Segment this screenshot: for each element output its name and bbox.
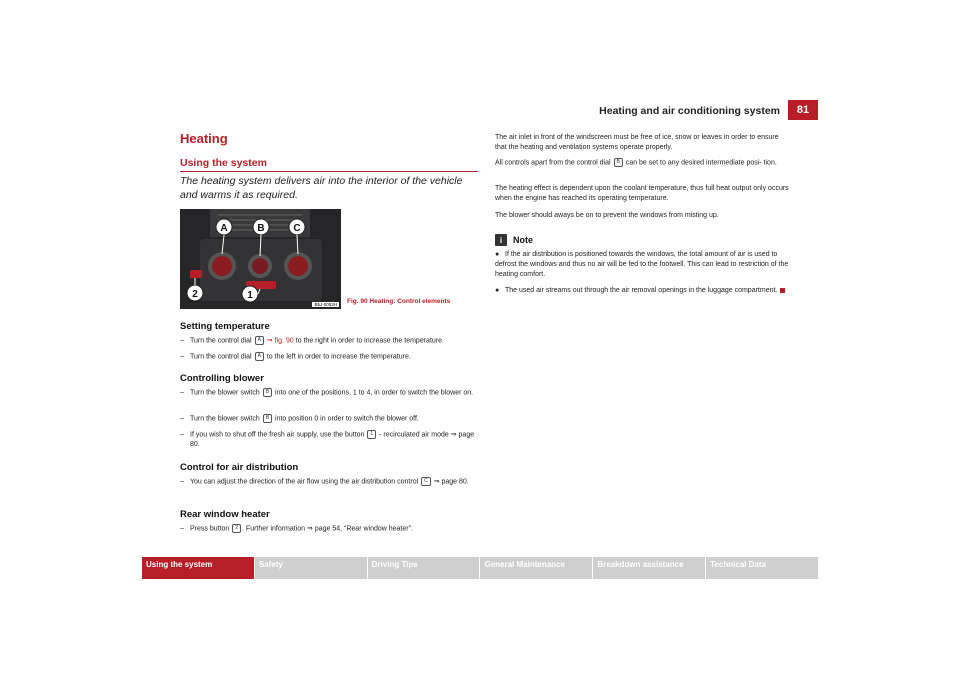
control-badge: B bbox=[614, 158, 623, 167]
note-item bbox=[495, 250, 790, 280]
heading-rear-window-heater: Rear window heater bbox=[180, 509, 270, 520]
figure-ref-link[interactable]: ⇒ fig. 90 bbox=[266, 337, 294, 345]
tab-general-maintenance[interactable]: General Maintenance bbox=[480, 557, 593, 579]
control-badge: A bbox=[255, 352, 264, 361]
tab-driving-tips[interactable]: Driving Tips bbox=[368, 557, 481, 579]
bullet-dot-icon: ● bbox=[495, 251, 500, 258]
bullet-text: into one of the positions, 1 to 4, in order to switch the blower on. bbox=[275, 389, 474, 397]
control-badge: B bbox=[263, 414, 272, 423]
bullet-text: If you wish to shut off the fresh air supply, use the button bbox=[190, 431, 365, 439]
sub-title: Using the system bbox=[180, 157, 267, 169]
control-panel-figure bbox=[180, 209, 341, 309]
tab-using-the-system[interactable]: Using the system bbox=[142, 557, 255, 579]
bullet-text: into position 0 in order to switch the blower off. bbox=[275, 415, 419, 423]
section-title: Heating bbox=[180, 131, 228, 146]
bullet-dash: – bbox=[180, 337, 184, 344]
list-item bbox=[180, 388, 478, 398]
bullet-dash: – bbox=[180, 389, 184, 396]
note-label: Note bbox=[513, 235, 533, 245]
callout-a: A bbox=[220, 223, 228, 234]
list-item bbox=[180, 352, 478, 362]
bullet-dash: – bbox=[180, 431, 184, 438]
note-text: If the air distribution is positioned towards the windows, the total amount of air is used to defrost the windows and thus no air will be fed to the footwell. This can lead to restriction of the heating comfort. bbox=[495, 251, 789, 278]
paragraph-text: All controls apart from the control dial bbox=[495, 159, 611, 167]
bullet-dash: – bbox=[180, 478, 184, 485]
heading-setting-temperature: Setting temperature bbox=[180, 321, 270, 332]
callout-c: C bbox=[293, 223, 301, 234]
figure-code: B5J-0053H bbox=[314, 302, 337, 307]
callout-2: 2 bbox=[192, 289, 198, 300]
page-ref-text: ⇒ page 80. bbox=[433, 478, 469, 486]
note-text: The used air streams out through the air removal openings in the luggage compartment. bbox=[505, 287, 778, 294]
bullet-dash: – bbox=[180, 353, 184, 360]
note-header bbox=[495, 234, 533, 246]
end-marker-icon bbox=[780, 288, 785, 293]
list-item bbox=[180, 524, 478, 534]
note-item bbox=[495, 286, 790, 296]
heading-controlling-blower: Controlling blower bbox=[180, 373, 264, 384]
figure-caption: Fig. 90 Heating: Control elements bbox=[347, 298, 451, 305]
paragraph-controls bbox=[495, 158, 790, 168]
bullet-text: to the right in order to increase the temperature. bbox=[295, 337, 444, 345]
callout-1: 1 bbox=[247, 290, 253, 301]
bullet-text: Turn the blower switch bbox=[190, 389, 260, 397]
page-ref-text: . Further information ⇒ page 54, “Rear window heater”. bbox=[242, 525, 413, 533]
control-panel-illustration bbox=[180, 209, 341, 309]
bullet-text: Turn the control dial bbox=[190, 353, 252, 361]
bullet-text: Turn the blower switch bbox=[190, 415, 260, 423]
paragraph-air-inlet: The air inlet in front of the windscreen must be free of ice, snow or leaves in order to ensure that the heating and ventilation systems operate properly. bbox=[495, 134, 779, 151]
tab-technical-data[interactable]: Technical Data bbox=[706, 557, 818, 579]
control-badge: 1 bbox=[367, 430, 376, 439]
control-badge: 2 bbox=[232, 524, 241, 533]
page-ref-text: - recirculated air mode ⇒ page 80. bbox=[190, 431, 475, 449]
heading-air-distribution: Control for air distribution bbox=[180, 462, 299, 473]
bullet-dash: – bbox=[180, 525, 184, 532]
control-badge: B bbox=[263, 388, 272, 397]
sub-title-rule bbox=[180, 171, 478, 172]
bullet-dash: – bbox=[180, 415, 184, 422]
paragraph-heating-effect: The heating effect is dependent upon the coolant temperature, thus full heat output only occurs when the engine has reached its operating temperature. bbox=[495, 185, 789, 202]
page-number: 81 bbox=[788, 100, 818, 120]
bullet-text: You can adjust the direction of the air flow using the air distribution control bbox=[190, 478, 419, 486]
list-item bbox=[180, 477, 478, 487]
callout-b: B bbox=[257, 223, 265, 234]
list-item bbox=[180, 430, 478, 450]
control-badge: A bbox=[255, 336, 264, 345]
paragraph-text: can be set to any desired intermediate posi- tion. bbox=[625, 159, 777, 167]
info-icon: i bbox=[495, 234, 507, 246]
bullet-text: to the left in order to increase the temperature. bbox=[266, 353, 411, 361]
bullet-text: Press button bbox=[190, 525, 230, 533]
tab-safety[interactable]: Safety bbox=[255, 557, 368, 579]
bullet-dot-icon: ● bbox=[495, 287, 500, 294]
list-item bbox=[180, 414, 478, 424]
control-badge: C bbox=[421, 477, 431, 486]
footer-nav bbox=[142, 557, 818, 579]
chapter-title: Heating and air conditioning system bbox=[599, 105, 780, 117]
bullet-text: Turn the control dial bbox=[190, 337, 252, 345]
tab-breakdown-assistance[interactable]: Breakdown assistance bbox=[593, 557, 706, 579]
paragraph-blower: The blower should aways be on to prevent the windows from misting up. bbox=[495, 212, 719, 219]
list-item bbox=[180, 336, 478, 346]
intro-text: The heating system delivers air into the interior of the vehicle and warms it as required. bbox=[180, 175, 463, 201]
